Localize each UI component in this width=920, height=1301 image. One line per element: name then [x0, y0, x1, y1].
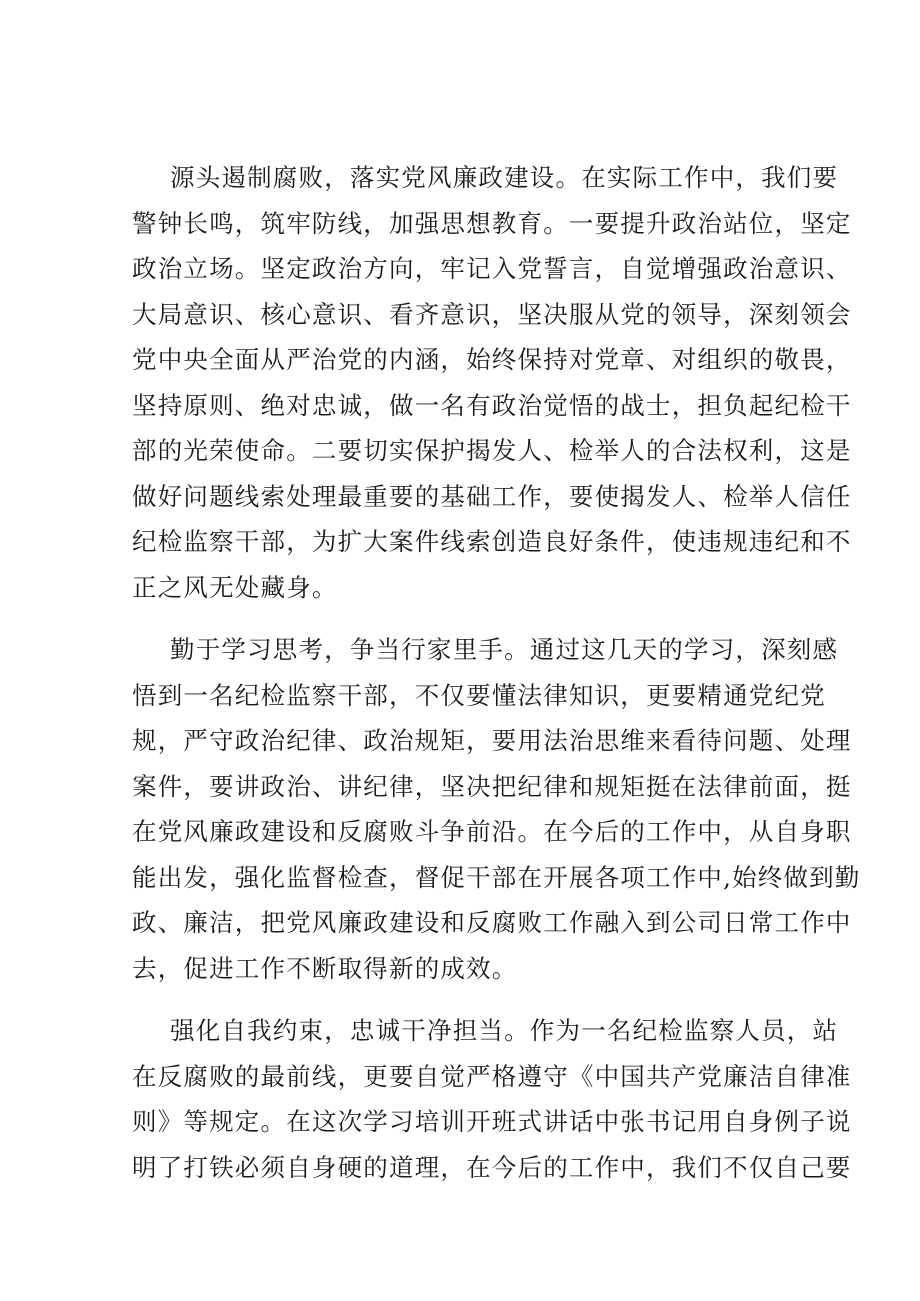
paragraph-line: 正之风无处藏身。 — [132, 572, 338, 602]
paragraph-line: 明了打铁必须自身硬的道理，在今后的工作中，我们不仅自己要 — [132, 1152, 852, 1182]
document-body — [132, 155, 861, 1207]
paragraph-1 — [132, 155, 852, 610]
paragraph-line: 源头遏制腐败，落实党风廉政建设。在实际工作中，我们要 — [170, 163, 839, 192]
paragraph-line: 部的光荣使命。二要切实保护揭发人、检举人的合法权利，这是 — [132, 436, 852, 465]
paragraph-line: 能出发，强化监督检查，督促干部在开展各项工作中,始终做到勤 — [132, 862, 861, 892]
paragraph-line: 则》等规定。在这次学习培训开班式讲话中张书记用自身例子说 — [132, 1107, 852, 1136]
paragraph-3 — [132, 1008, 852, 1190]
paragraph-line: 强化自我约束，忠诚干净担当。作为一名纪检监察人员，站 — [170, 1016, 839, 1045]
paragraph-line: 政、廉洁，把党风廉政建设和反腐败工作融入到公司日常工作中 — [132, 908, 852, 937]
paragraph-line: 案件，要讲政治、讲纪律，坚决把纪律和规矩挺在法律前面，挺 — [132, 771, 852, 801]
paragraph-line: 纪检监察干部，为扩大案件线索创造良好条件，使违规违纪和不 — [132, 527, 852, 556]
paragraph-line: 党中央全面从严治党的内涵，始终保持对党章、对组织的敬畏， — [132, 345, 852, 374]
paragraph-line: 规，严守政治纪律、政治规矩，要用法治思维来看待问题、处理 — [132, 726, 852, 755]
paragraph-line: 在党风廉政建设和反腐败斗争前沿。在今后的工作中，从自身职 — [132, 817, 852, 846]
paragraph-line: 悟到一名纪检监察干部，不仅要懂法律知识，更要精通党纪党 — [132, 680, 826, 710]
paragraph-line: 勤于学习思考，争当行家里手。通过这几天的学习，深刻感 — [170, 635, 839, 664]
paragraph-2 — [132, 627, 861, 991]
paragraph-line: 政治立场。坚定政治方向，牢记入党誓言，自觉增强政治意识、 — [132, 254, 852, 283]
paragraph-line: 在反腐败的最前线，更要自觉严格遵守《中国共产党廉洁自律准 — [132, 1061, 852, 1091]
paragraph-line: 坚持原则、绝对忠诚，做一名有政治觉悟的战士，担负起纪检干 — [132, 390, 852, 420]
paragraph-line: 去，促进工作不断取得新的成效。 — [132, 953, 518, 983]
paragraph-line: 大局意识、核心意识、看齐意识，坚决服从党的领导，深刻领会 — [132, 299, 852, 329]
paragraph-line: 做好问题线索处理最重要的基础工作，要使揭发人、检举人信任 — [132, 481, 852, 511]
paragraph-line: 警钟长鸣，筑牢防线，加强思想教育。一要提升政治站位，坚定 — [132, 208, 852, 238]
